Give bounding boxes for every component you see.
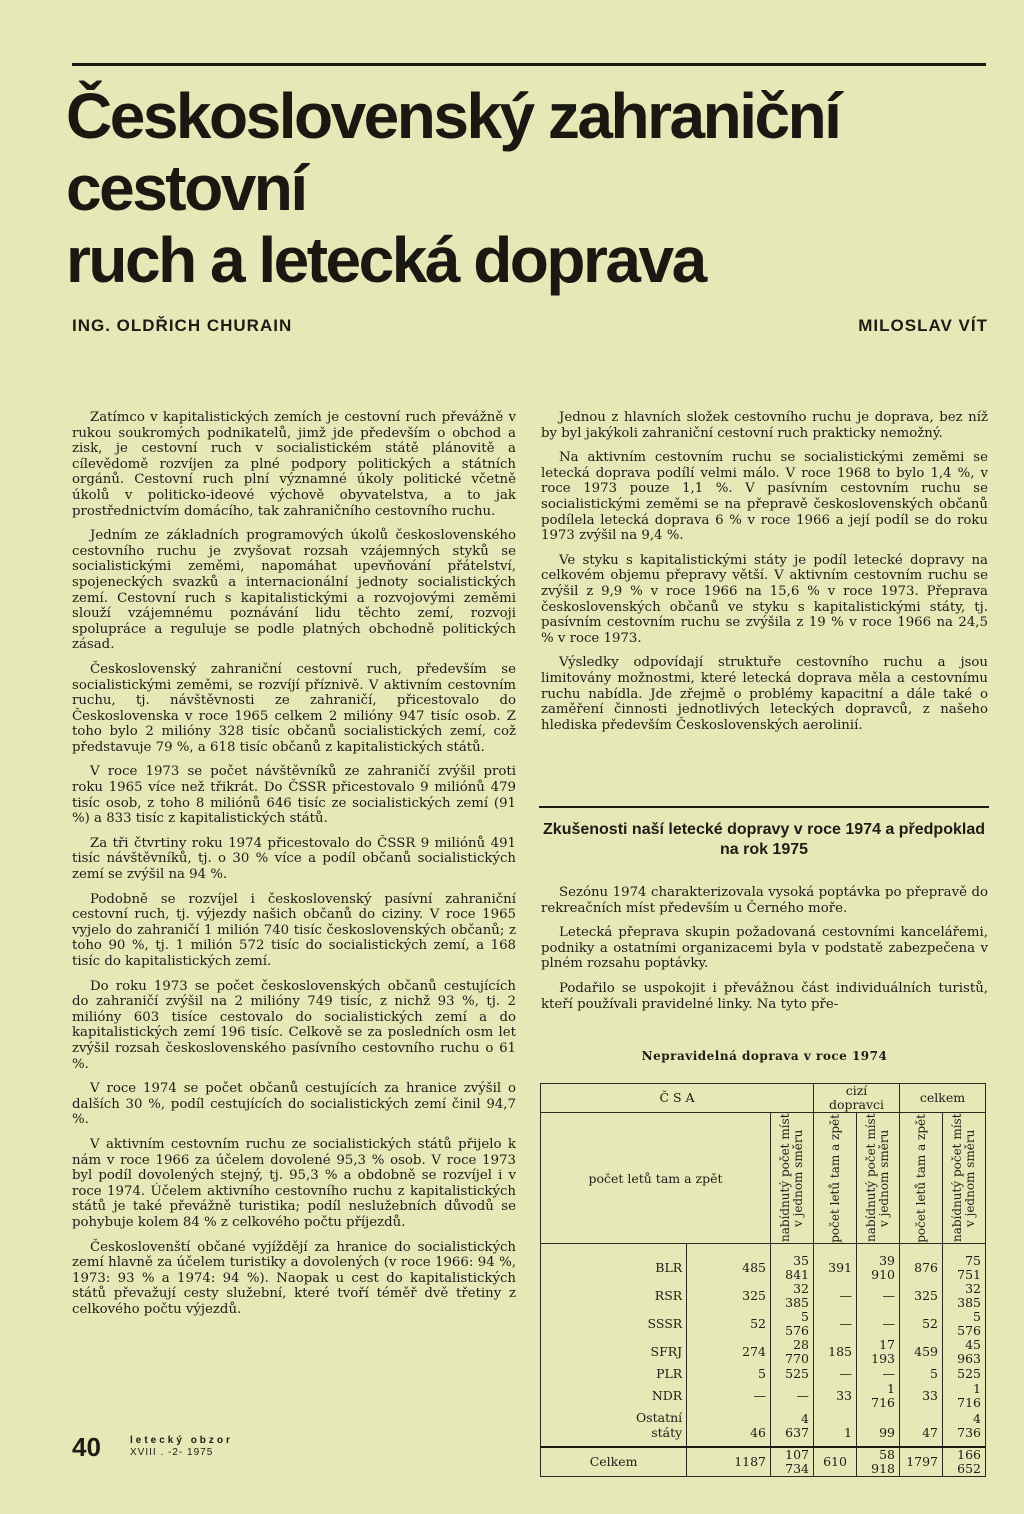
column-header-flights: počet letů tam a zpět [814, 1113, 857, 1244]
value-cell: — [857, 1310, 900, 1338]
row-header: počet letů tam a zpět [541, 1113, 771, 1244]
value-cell: 33 [814, 1382, 857, 1410]
value-cell: 28 770 [771, 1338, 814, 1366]
value-cell: 5 [687, 1366, 771, 1382]
value-cell: — [857, 1282, 900, 1310]
value-cell: 4 637 [771, 1410, 814, 1447]
value-cell: 33 [900, 1382, 943, 1410]
value-cell: 1187 [687, 1447, 771, 1477]
value-cell: 876 [900, 1244, 943, 1283]
article-title [66, 80, 996, 296]
value-cell: — [814, 1366, 857, 1382]
country-cell: SFRJ [541, 1338, 687, 1366]
column-header-seats: nabídnutý počet míst v jednom směru [771, 1113, 814, 1244]
value-cell: 52 [900, 1310, 943, 1338]
author-right: MILOSLAV VÍT [858, 316, 988, 335]
value-cell: 17 193 [857, 1338, 900, 1366]
table-row [541, 1382, 986, 1410]
table-caption: Nepravidelná doprava v roce 1974 [641, 1049, 888, 1063]
value-cell: — [687, 1382, 771, 1410]
value-cell: 1 716 [943, 1382, 986, 1410]
group-header-total: celkem [900, 1084, 986, 1113]
value-cell: 4 736 [943, 1410, 986, 1447]
section-heading: Zkušenosti naší letecké dopravy v roce 1974 a předpoklad na rok 1975 [543, 821, 985, 858]
group-header-foreign: cizí dopravci [814, 1084, 900, 1113]
title-line-2: ruch a letecká doprava [66, 224, 705, 296]
paragraph: Sezónu 1974 charakterizovala vysoká poptávka po přepravě do rekreačních míst především u Černého moře. [541, 885, 988, 916]
value-cell: 525 [943, 1366, 986, 1382]
total-row [541, 1447, 986, 1477]
paragraph: Podařilo se uspokojit i převážnou část individuálních turistů, kteří používali pravidelné linky. Na tyto pře- [541, 980, 988, 1012]
author-left: ING. OLDŘICH CHURAIN [72, 316, 293, 335]
paragraph: Na aktivním cestovním ruchu se socialistickými zeměmi se letecká doprava podílí velmi málo. V roce 1968 to bylo 1,4 %, v roce 1973 pouze 1,1 %. V pasívním cestovním ruchu se socialistickými zeměmi se na přepravě československých občanů podílela letecká doprava 6 % v roce 1966 a její podíl se do roku 1973 zvýšil na 9,4 %. [541, 450, 988, 544]
column-1 [72, 410, 516, 1326]
paragraph: V roce 1973 se počet návštěvníků ze zahraničí zvýšil proti roku 1965 více než třikrát. Do ČSSR přicestovalo 9 miliónů 479 tisíc osob, z toho 8 miliónů 646 tisíc ze socialistických zemí (91 %) a 833 tisíc z kapitalistických států. [72, 764, 516, 827]
country-cell: RSR [541, 1282, 687, 1310]
column-header-flights: počet letů tam a zpět [900, 1113, 943, 1244]
value-cell: 485 [687, 1244, 771, 1283]
value-cell: 75 751 [943, 1244, 986, 1283]
value-cell: 185 [814, 1338, 857, 1366]
column-header-seats: nabídnutý počet míst v jednom směru [857, 1113, 900, 1244]
value-cell: 35 841 [771, 1244, 814, 1283]
column-header-seats: nabídnutý počet míst v jednom směru [943, 1113, 986, 1244]
paragraph: V aktivním cestovním ruchu ze socialistických států přijelo k nám v roce 1966 za účelem dovolené 95,3 % osob. V roce 1973 byl podíl dovolených stejný, tj. 95,3 % a obdobně se rozvíjel i v roce 1974. Účelem aktivního cestovního ruchu z kapitalistických států je také převážně turistika; podíl neslužebních důvodů se pohybuje kolem 84 % z celkového počtu příjezdů. [72, 1136, 516, 1230]
country-cell: NDR [541, 1382, 687, 1410]
charter-traffic-table [540, 1083, 986, 1477]
magazine-issue: XVIII . -2- 1975 [130, 1447, 214, 1458]
value-cell: — [857, 1366, 900, 1382]
value-cell: 459 [900, 1338, 943, 1366]
value-cell: 5 576 [943, 1310, 986, 1338]
value-cell: 274 [687, 1338, 771, 1366]
top-rule [72, 63, 986, 66]
value-cell: — [814, 1310, 857, 1338]
value-cell: 1797 [900, 1447, 943, 1477]
paragraph: Podobně se rozvíjel i československý pasívní zahraniční cestovní ruch, tj. výjezdy našich občanů do ciziny. V roce 1965 vyjelo do zahraničí 1 milión 740 tisíc československých občanů; z toho 90 %, tj. 1 milión 572 tisíc do socialistických zemí, a 168 tisíc do kapitalistických zemí. [72, 891, 516, 969]
title-line-1: Československý zahraniční cestovní [66, 80, 840, 224]
value-cell: — [814, 1282, 857, 1310]
paragraph: Zatímco v kapitalistických zemích je cestovní ruch převážně v rukou soukromých podnikatelů, jimž jde především o obchod a zisk, je cestovní ruch v socialistickém státě plánovitě a cílevědomě rozvíjen za plné podpory politických a státních orgánů. Cestovní ruch plní významné úkoly politické včetně úkolů v politicko-ideové výchově obyvatelstva, a to jak prostřednictvím domácího, tak zahraničního cestovního ruchu. [72, 410, 516, 519]
value-cell: 46 [687, 1410, 771, 1447]
country-cell: Ostatní státy [541, 1410, 687, 1447]
column-3 [541, 885, 988, 1021]
value-cell: — [771, 1382, 814, 1410]
table-row [541, 1338, 986, 1366]
paragraph: Českoslovenští občané vyjíždějí za hranice do socialistických zemí hlavně za účelem turistiky a dovolených (v roce 1966: 94 %, 1973: 93 % a 1974: 94 %). Naopak u cest do kapitalistických států převažují cesty služební, které tvoří téměř dvě třetiny z celkového počtu výjezdů. [72, 1239, 516, 1317]
value-cell: 45 963 [943, 1338, 986, 1366]
section-rule [539, 806, 989, 808]
value-cell: 39 910 [857, 1244, 900, 1283]
value-cell: 99 [857, 1410, 900, 1447]
paragraph: Za tři čtvrtiny roku 1974 přicestovalo do ČSSR 9 miliónů 491 tisíc návštěvníků, tj. o 30 % více a podíl občanů socialistických zemí se zvýšil na 94 %. [72, 835, 516, 883]
value-cell: 325 [687, 1282, 771, 1310]
magazine-name: letecký obzor [130, 1435, 233, 1446]
paragraph: Československý zahraniční cestovní ruch, především se socialistickými zeměmi, se rozvíjí příznivě. V aktivním cestovním ruchu, tj. návštěvnosti ze zahraničí, přicestovalo do Československa v roce 1965 celkem 2 milióny 947 tisíc osob. Z toho bylo 2 milióny 328 tisíc občanů socialistických zemí, což představuje 79 %, a 618 tisíc občanů z kapitalistických států. [72, 661, 516, 755]
country-cell: PLR [541, 1366, 687, 1382]
value-cell: 1 [814, 1410, 857, 1447]
paragraph: Jednou z hlavních složek cestovního ruchu je doprava, bez níž by byl jakýkoli zahraniční cestovní ruch prakticky nemožný. [541, 410, 988, 441]
value-cell: 391 [814, 1244, 857, 1283]
value-cell: 52 [687, 1310, 771, 1338]
value-cell: 325 [900, 1282, 943, 1310]
value-cell: 32 385 [943, 1282, 986, 1310]
table-row [541, 1282, 986, 1310]
value-cell: 610 [814, 1447, 857, 1477]
country-cell: SSSR [541, 1310, 687, 1338]
paragraph: Výsledky odpovídají struktuře cestovního ruchu a jsou limitovány možnostmi, které letecká doprava měla a cestovnímu ruchu nabídla. Jde zřejmě o problémy kapacitní a dále také o zaměření činnosti jednotlivých leteckých dopravců, z našeho hlediska především Československých aerolinií. [541, 655, 988, 733]
country-cell: BLR [541, 1244, 687, 1283]
page-number: 40 [72, 1432, 101, 1462]
value-cell: 47 [900, 1410, 943, 1447]
value-cell: 107 734 [771, 1447, 814, 1477]
value-cell: 5 [900, 1366, 943, 1382]
table-row [541, 1366, 986, 1382]
value-cell: 1 716 [857, 1382, 900, 1410]
magazine-imprint [130, 1435, 233, 1459]
paragraph: Jedním ze základních programových úkolů československého cestovního ruchu je zvyšovat rozsah vzájemných styků se socialistickými zeměmi, napomáhat upevňování přátelství, spojeneckých svazků a internacionální jednoty socialistických zemí. Cestovní ruch s kapitalistickými a rozvojovými zeměmi slouží vzájemnému poznávání lidu těchto zemí, rozvoji spolupráce a reguluje se podle platných obchodně politických zásad. [72, 528, 516, 653]
column-2 [541, 410, 988, 742]
table-row [541, 1310, 986, 1338]
table-row [541, 1244, 986, 1283]
value-cell: 5 576 [771, 1310, 814, 1338]
value-cell: 58 918 [857, 1447, 900, 1477]
value-cell: 32 385 [771, 1282, 814, 1310]
paragraph: Ve styku s kapitalistickými státy je podíl letecké dopravy na celkovém objemu přepravy větší. V aktivním cestovním ruchu se zvýšil z 9,9 % v roce 1966 na 15,6 % v roce 1973. Přeprava československých občanů ve styku s kapitalistickými státy, tj. pasívním cestovním ruchu se zvýšila z 19 % v roce 1966 na 24,5 % v roce 1973. [541, 552, 988, 646]
paragraph: V roce 1974 se počet občanů cestujících za hranice zvýšil o dalších 30 %, podíl cestujících do socialistických zemí činil 94,7 %. [72, 1081, 516, 1128]
table-row [541, 1410, 986, 1447]
group-header-csa: Č S A [541, 1084, 814, 1113]
value-cell: 525 [771, 1366, 814, 1382]
value-cell: 166 652 [943, 1447, 986, 1477]
paragraph: Letecká přeprava skupin požadovaná cestovními kancelářemi, podniky a ostatními organizacemi byla v podstatě zabezpečena v plném rozsahu poptávky. [541, 925, 988, 972]
total-label: Celkem [541, 1447, 687, 1477]
paragraph: Do roku 1973 se počet československých občanů cestujících do zahraničí zvýšil na 2 milióny 749 tisíc, z nichž 93 %, tj. 2 milióny 603 tisíce cestovalo do socialistických zemí a do kapitalistických zemí 196 tisíc. Celkově se za posledních osm let zvýšil rozsah československého pasívního cestovního ruchu o 61 %. [72, 978, 516, 1072]
